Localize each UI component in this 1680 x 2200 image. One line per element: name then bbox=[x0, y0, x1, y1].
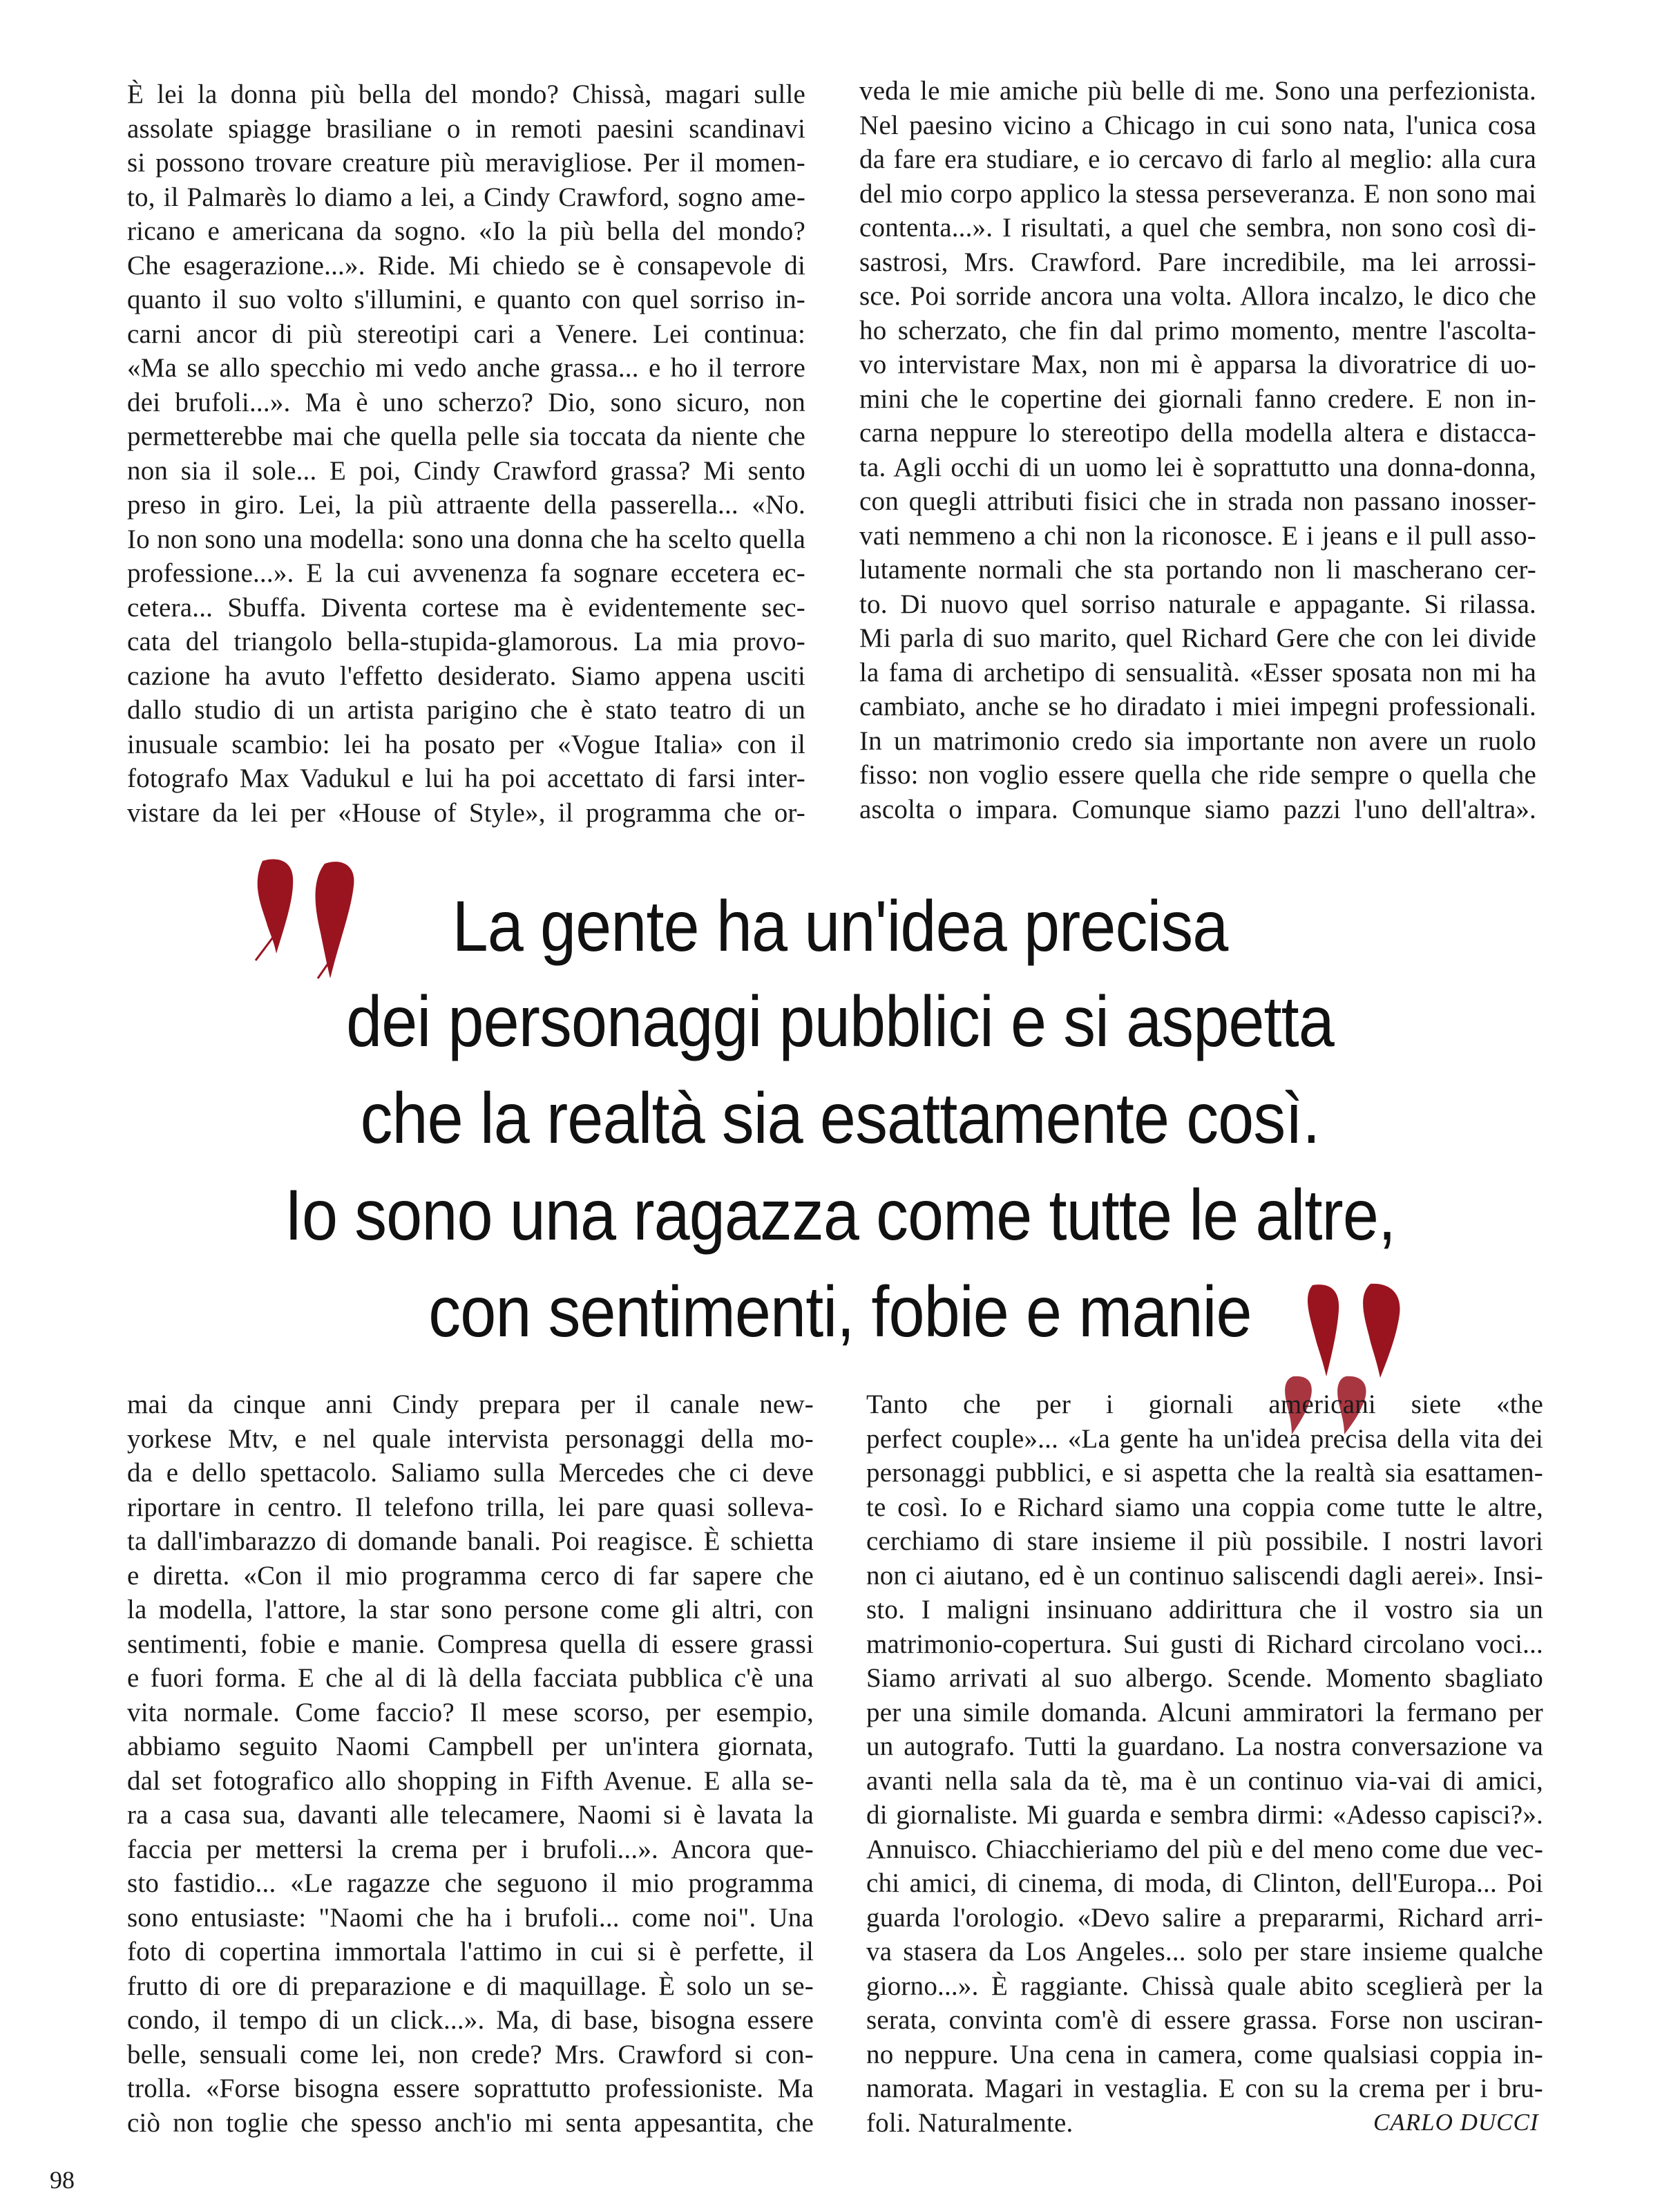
article-column-top-left bbox=[127, 77, 805, 830]
article-line: sono entusiaste: "Naomi che ha i brufoli... come noi". Una bbox=[127, 1902, 814, 1933]
article-line: avanti nella sala da tè, ma è un continuo via-vai di amici, bbox=[866, 1765, 1543, 1796]
article-line: da fare era studiare, e io cercavo di farlo al meglio: alla cura bbox=[859, 144, 1536, 174]
article-line: cambiato, anche se ho diradato i miei impegni professionali. bbox=[859, 692, 1536, 721]
article-line: mai da cinque anni Cindy prepara per il canale new- bbox=[127, 1390, 814, 1419]
article-line: «Ma se allo specchio mi vedo anche grassa... e ho il terrore bbox=[127, 353, 805, 383]
article-line: In un matrimonio credo sia importante non avere un ruolo bbox=[859, 726, 1536, 756]
pull-quote-line-3: che la realtà sia esattamente così. bbox=[360, 1079, 1320, 1159]
article-line: dallo studio di un artista parigino che è stato teatro di un bbox=[127, 695, 805, 725]
article-line: veda le mie amiche più belle di me. Sono una perfezionista. bbox=[859, 76, 1536, 106]
article-line: foto di copertina immortala l'attimo in cui si è perfette, il bbox=[127, 1937, 814, 1966]
article-line: carni ancor di più stereotipi cari a Venere. Lei continua: bbox=[127, 319, 805, 349]
pull-quote-line-4: Io sono una ragazza come tutte le altre, bbox=[284, 1175, 1396, 1255]
article-line: Tanto che per i giornali americani siete «the bbox=[866, 1390, 1543, 1419]
article-line: e fuori forma. E che al di là della facciata pubblica c'è una bbox=[127, 1663, 814, 1693]
pull-quote-line-1: La gente ha un'idea precisa bbox=[452, 886, 1228, 967]
article-line: da e dello spettacolo. Saliamo sulla Mercedes che ci deve bbox=[127, 1458, 814, 1488]
article-line: assolate spiagge brasiliane o in remoti paesini scandinavi bbox=[127, 113, 805, 144]
article-line: sentimenti, fobie e manie. Compresa quella di essere grassi bbox=[127, 1629, 814, 1659]
article-line: quanto il suo volto s'illumini, e quanto con quel sorriso in- bbox=[127, 285, 805, 314]
author-byline: CARLO DUCCI bbox=[1373, 2109, 1539, 2136]
article-column-bottom-left bbox=[127, 1387, 814, 2140]
article-line: dal set fotografico allo shopping in Fifth Avenue. E alla se- bbox=[127, 1765, 814, 1796]
article-line: del mio corpo applico la stessa perseveranza. E non sono mai bbox=[859, 178, 1536, 209]
article-line: si possono trovare creature più meravigliose. Per il momen- bbox=[127, 148, 805, 178]
article-line: ra a casa sua, davanti alle telecamere, Naomi si è lavata la bbox=[127, 1800, 814, 1830]
article-line: guarda l'orologio. «Devo salire a prepararmi, Richard arri- bbox=[866, 1902, 1543, 1933]
article-line: namorata. Magari in vestaglia. E con su la crema per i bru- bbox=[866, 2074, 1543, 2103]
article-line: fotografo Max Vadukul e lui ha poi accettato di farsi inter- bbox=[127, 764, 805, 793]
article-line: cerchiamo di stare insieme il più possibile. I nostri lavori bbox=[866, 1526, 1543, 1556]
article-line: faccia per mettersi la crema per i brufoli...». Ancora que- bbox=[127, 1834, 814, 1864]
page-number: 98 bbox=[50, 2166, 75, 2194]
article-line: frutto di ore di preparazione e di maquillage. È solo un se- bbox=[127, 1971, 814, 2001]
article-line: con quegli attributi fisici che in strada non passano inosser- bbox=[859, 486, 1536, 516]
article-line: to, il Palmarès lo diamo a lei, a Cindy Crawford, sogno ame- bbox=[127, 182, 805, 212]
article-line: foli. Naturalmente. bbox=[866, 2107, 1073, 2138]
article-line: un autografo. Tutti la guardano. La nostra conversazione va bbox=[866, 1732, 1543, 1761]
pull-quote-line-5: con sentimenti, fobie e manie bbox=[428, 1272, 1252, 1352]
article-line: non ci aiutano, ed è un continuo saliscendi dagli aerei». Insi- bbox=[866, 1560, 1543, 1591]
article-line: te così. Io e Richard siamo una coppia come tutte le altre, bbox=[866, 1492, 1543, 1522]
article-line: professione...». E la cui avvenenza fa sognare eccetera ec- bbox=[127, 558, 805, 588]
article-line: e diretta. «Con il mio programma cerco di far sapere che bbox=[127, 1560, 814, 1591]
article-line: Mi parla di suo marito, quel Richard Gere che con lei divide bbox=[859, 623, 1536, 653]
pull-quote-line-2: dei personaggi pubblici e si aspetta bbox=[346, 982, 1334, 1062]
article-line: sto fastidio... «Le ragazze che seguono il mio programma bbox=[127, 1868, 814, 1898]
article-line: serata, convinta com'è di essere grassa. Forse non usciran- bbox=[866, 2005, 1543, 2035]
article-line: perfect couple»... «La gente ha un'idea precisa della vita dei bbox=[866, 1423, 1543, 1454]
article-line: vo intervistare Max, non mi è apparsa la divoratrice di uo- bbox=[859, 350, 1536, 379]
article-line: carna neppure lo stereotipo della modella altera e distacca- bbox=[859, 418, 1536, 448]
article-line: cazione ha avuto l'effetto desiderato. Siamo appena usciti bbox=[127, 661, 805, 691]
article-line: È lei la donna più bella del mondo? Chissà, magari sulle bbox=[127, 79, 805, 109]
article-line: inusuale scambio: lei ha posato per «Vogue Italia» con il bbox=[127, 729, 805, 759]
article-line: personaggi pubblici, e si aspetta che la realtà sia esattamen- bbox=[866, 1458, 1543, 1488]
article-line: lutamente normali che sta portando non li mascherano cer- bbox=[859, 555, 1536, 585]
article-line: belle, sensuali come lei, non crede? Mrs. Crawford si con- bbox=[127, 2039, 814, 2069]
article-line: sastrosi, Mrs. Crawford. Pare incredibile, ma lei arrossi- bbox=[859, 247, 1536, 277]
article-line: permetterebbe mai che quella pelle sia toccata da niente che bbox=[127, 421, 805, 451]
article-line: sce. Poi sorride ancora una volta. Allora incalzo, le dico che bbox=[859, 281, 1536, 311]
article-line: vita normale. Come faccio? Il mese scorso, per esempio, bbox=[127, 1697, 814, 1727]
article-line: Nel paesino vicino a Chicago in cui sono nata, l'unica cosa bbox=[859, 110, 1536, 140]
article-line: mini che le copertine dei giornali fanno credere. E non in- bbox=[859, 383, 1536, 414]
article-line: vistare da lei per «House of Style», il programma che or- bbox=[127, 797, 805, 828]
article-line: preso in giro. Lei, la più attraente della passerella... «No. bbox=[127, 490, 805, 520]
article-line: non sia il sole... E poi, Cindy Crawford grassa? Mi sento bbox=[127, 455, 805, 486]
article-line: condo, il tempo di un click...». Ma, di base, bisogna essere bbox=[127, 2005, 814, 2035]
article-line: vati nemmeno a chi non la riconosce. E i jeans e il pull asso- bbox=[859, 520, 1536, 551]
article-line: ta. Agli occhi di un uomo lei è soprattutto una donna-donna, bbox=[859, 452, 1536, 482]
article-line: matrimonio-copertura. Sui gusti di Richard circolano voci... bbox=[866, 1629, 1543, 1659]
article-line: chi amici, di cinema, di moda, di Clinton, dell'Europa... Poi bbox=[866, 1868, 1543, 1898]
article-line: cetera... Sbuffa. Diventa cortese ma è evidentemente sec- bbox=[127, 592, 805, 623]
article-line: va stasera da Los Angeles... solo per stare insieme qualche bbox=[866, 1937, 1543, 1966]
article-line: yorkese Mtv, e nel quale intervista personaggi della mo- bbox=[127, 1423, 814, 1454]
article-column-bottom-right bbox=[866, 1387, 1543, 2140]
article-line: trolla. «Forse bisogna essere soprattutto professioniste. Ma bbox=[127, 2074, 814, 2103]
article-line: no neppure. Una cena in camera, come qualsiasi coppia in- bbox=[866, 2039, 1543, 2069]
article-line: Che esagerazione...». Ride. Mi chiedo se è consapevole di bbox=[127, 250, 805, 281]
article-line: ascolta o impara. Comunque siamo pazzi l'uno dell'altra». bbox=[859, 794, 1536, 824]
article-line: Io non sono una modella: sono una donna che ha scelto quella bbox=[127, 524, 805, 554]
article-line: riportare in centro. Il telefono trilla, lei pare quasi solleva- bbox=[127, 1492, 814, 1522]
article-line: contenta...». I risultati, a quel che sembra, non sono così di- bbox=[859, 213, 1536, 243]
article-line: per una simile domanda. Alcuni ammiratori la fermano per bbox=[866, 1697, 1543, 1727]
article-line: Siamo arrivati al suo albergo. Scende. Momento sbagliato bbox=[866, 1663, 1543, 1693]
article-line: la modella, l'attore, la star sono persone come gli altri, con bbox=[127, 1595, 814, 1624]
article-column-top-right bbox=[859, 74, 1536, 826]
article-line: dei brufoli...». Ma è uno scherzo? Dio, sono sicuro, non bbox=[127, 387, 805, 417]
article-line: ricano e americana da sogno. «Io la più bella del mondo? bbox=[127, 216, 805, 246]
article-line: giorno...». È raggiante. Chissà quale abito sceglierà per la bbox=[866, 1971, 1543, 2001]
article-line: abbiamo seguito Naomi Campbell per un'intera giornata, bbox=[127, 1732, 814, 1761]
article-line: di giornaliste. Mi guarda e sembra dirmi: «Adesso capisci?». bbox=[866, 1800, 1543, 1830]
article-line: to. Di nuovo quel sorriso naturale e appagante. Si rilassa. bbox=[859, 589, 1536, 619]
article-line: ta dall'imbarazzo di domande banali. Poi reagisce. È schietta bbox=[127, 1526, 814, 1556]
article-line: ciò non toglie che spesso anch'io mi senta appesantita, che bbox=[127, 2107, 814, 2138]
article-line: cata del triangolo bella-stupida-glamorous. La mia provo- bbox=[127, 627, 805, 656]
article-line: la fama di archetipo di sensualità. «Esser sposata non mi ha bbox=[859, 657, 1536, 688]
article-line: Annuisco. Chiacchieriamo del più e del meno come due vec- bbox=[866, 1834, 1543, 1864]
article-line: fisso: non voglio essere quella che ride sempre o quella che bbox=[859, 760, 1536, 790]
closing-quote-mark bbox=[1299, 1282, 1416, 1379]
article-line: ho scherzato, che fin dal primo momento, mentre l'ascolta- bbox=[859, 315, 1536, 345]
article-line: sto. I maligni insinuano addirittura che il vostro sia un bbox=[866, 1595, 1543, 1624]
